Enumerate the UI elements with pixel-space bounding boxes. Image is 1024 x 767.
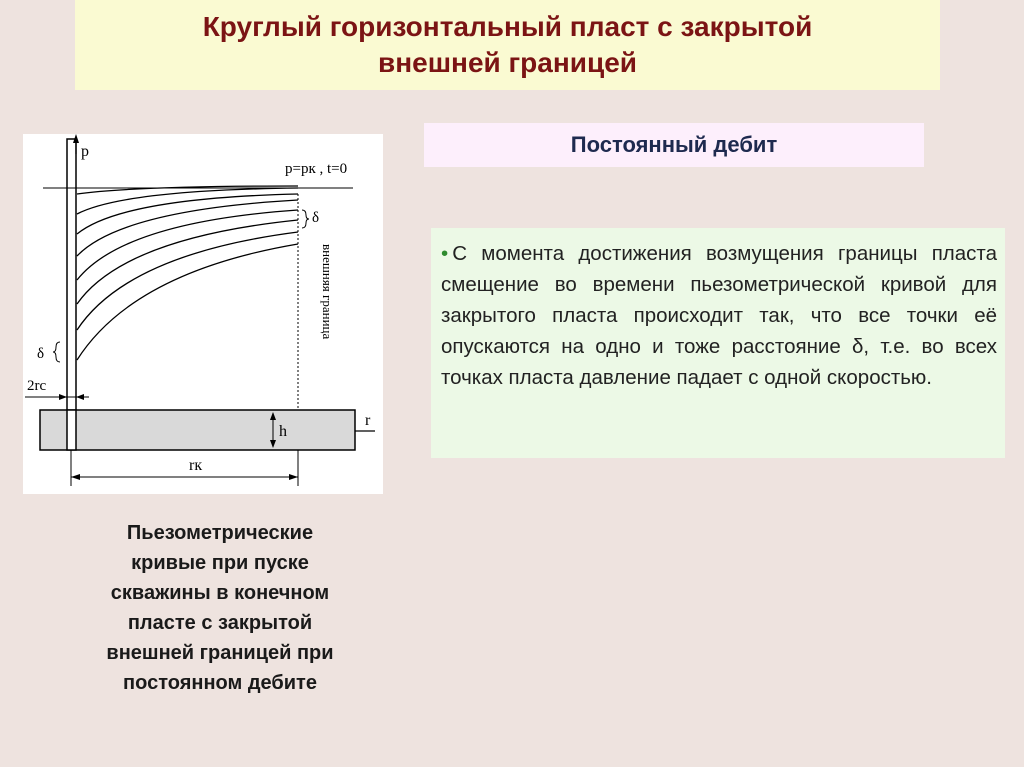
diagram-svg <box>23 134 383 494</box>
curve-8 <box>77 244 298 360</box>
caption-line-1: Пьезометрические <box>126 522 314 544</box>
rk-arrow-left <box>71 474 80 480</box>
title-banner <box>75 0 940 90</box>
subtitle-banner <box>424 123 924 167</box>
curve-5 <box>77 210 298 280</box>
diagram-caption <box>30 518 410 698</box>
rc-label: 2rc <box>27 378 47 394</box>
piezometric-diagram <box>23 134 383 494</box>
description-text: С момента достижения возмущения границы пласта смещение во времени пьезометрической кривой для закрытого пласта происходит так, что все точки её опускаются на одно и тоже расстояние δ, т.е. во всех точках пласта давление падает с одной скоростью. <box>441 242 997 389</box>
rk-arrow-right <box>289 474 298 480</box>
bullet-icon: • <box>441 242 449 265</box>
delta-brace-right <box>302 210 309 228</box>
h-label: h <box>279 423 287 440</box>
description-box <box>431 228 1005 458</box>
description-paragraph <box>441 238 997 393</box>
title-line-1: Круглый горизонтальный пласт с закрытой <box>202 11 813 42</box>
subtitle-text: Постоянный дебит <box>570 132 778 157</box>
caption-line-2: кривые при пуске <box>131 552 309 574</box>
rc-arrow-right <box>76 394 84 400</box>
caption-line-6: постоянном дебите <box>123 672 317 694</box>
well-in-layer <box>67 410 76 450</box>
outer-boundary-label: внешняя граница <box>320 244 335 340</box>
rc-arrow-left <box>59 394 67 400</box>
curve-4 <box>77 200 298 256</box>
title-line-2: внешней границей <box>378 47 637 78</box>
pk-t0-label: p=pк , t=0 <box>285 161 348 177</box>
curve-7 <box>77 232 298 330</box>
curve-6 <box>77 220 298 304</box>
delta-label-left: δ <box>37 346 45 362</box>
rk-label: rк <box>189 457 203 474</box>
curve-3 <box>77 194 298 234</box>
caption-line-3: скважины в конечном <box>110 582 330 604</box>
r-axis-label: r <box>365 412 371 429</box>
piezometric-curves <box>77 186 298 360</box>
reservoir-layer <box>40 410 355 450</box>
p-axis-label: p <box>81 143 89 160</box>
delta-brace-left <box>53 342 60 362</box>
delta-label-right: δ <box>312 210 320 226</box>
well-pipe <box>67 139 76 449</box>
caption-line-5: внешней границей при <box>106 642 334 664</box>
caption-line-4: пласте с закрытой <box>127 612 313 634</box>
